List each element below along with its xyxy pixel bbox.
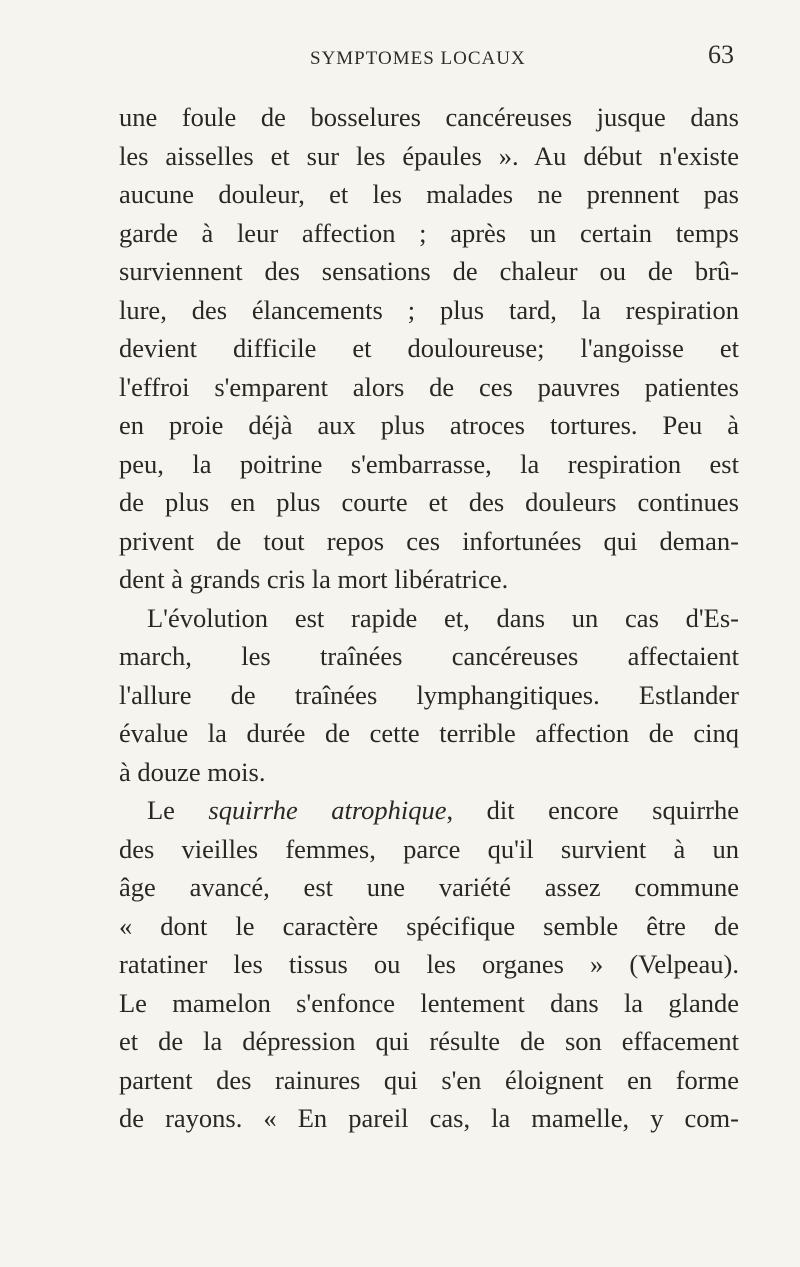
- text-line: surviennent des sensations de chaleur ou de brû-: [119, 256, 739, 286]
- text-line: ratatiner les tissus ou les organes » (Velpeau).: [119, 949, 739, 979]
- text-line: march, les traînées cancéreuses affectaient: [119, 641, 739, 671]
- running-title: SYMPTOMES LOCAUX: [310, 48, 526, 69]
- text-line: à douze mois.: [119, 756, 266, 787]
- text-run: Le: [147, 795, 209, 825]
- text-line: garde à leur affection ; après un certain temps: [119, 217, 739, 248]
- italic-term: squirrhe atrophique: [208, 795, 447, 825]
- text-line: privent de tout repos ces infortunées qui deman-: [119, 525, 739, 556]
- text-line: partent des rainures qui s'en éloignent en forme: [119, 1064, 739, 1095]
- text-line: aucune douleur, et les malades ne prennent pas: [119, 179, 739, 209]
- body-text: [119, 98, 739, 1138]
- paragraph-start-line: [119, 791, 739, 830]
- text-line: de rayons. « En pareil cas, la mamelle, y com-: [119, 1103, 739, 1133]
- running-head: [0, 40, 800, 80]
- text-line: âge avancé, est une variété assez commune: [119, 872, 739, 902]
- text-line: « dont le caractère spécifique semble être de: [119, 910, 739, 941]
- text-line: devient difficile et douloureuse; l'angoisse et: [119, 333, 739, 363]
- text-line: des vieilles femmes, parce qu'il survient à un: [119, 833, 739, 864]
- text-run: , dit encore squirrhe: [446, 795, 739, 825]
- text-line: et de la dépression qui résulte de son effacement: [119, 1026, 739, 1056]
- text-line: Le mamelon s'enfonce lentement dans la glande: [119, 987, 739, 1018]
- text-line: en proie déjà aux plus atroces tortures. Peu à: [119, 410, 739, 440]
- text-line: peu, la poitrine s'embarrasse, la respiration est: [119, 448, 739, 479]
- text-line: l'allure de traînées lymphangitiques. Estlander: [119, 679, 739, 710]
- paragraph-start-line: L'évolution est rapide et, dans un cas d'Es-: [147, 602, 739, 633]
- text-line: l'effroi s'emparent alors de ces pauvres patientes: [119, 371, 739, 402]
- text-line: les aisselles et sur les épaules ». Au début n'existe: [119, 140, 739, 171]
- page-number: 63: [708, 40, 734, 69]
- text-line: de plus en plus courte et des douleurs continues: [119, 487, 739, 517]
- text-line: dent à grands cris la mort libératrice.: [119, 564, 509, 594]
- text-line: lure, des élancements ; plus tard, la respiration: [119, 294, 739, 325]
- text-line: évalue la durée de cette terrible affection de cinq: [119, 718, 739, 748]
- text-line: une foule de bosselures cancéreuses jusque dans: [119, 102, 739, 132]
